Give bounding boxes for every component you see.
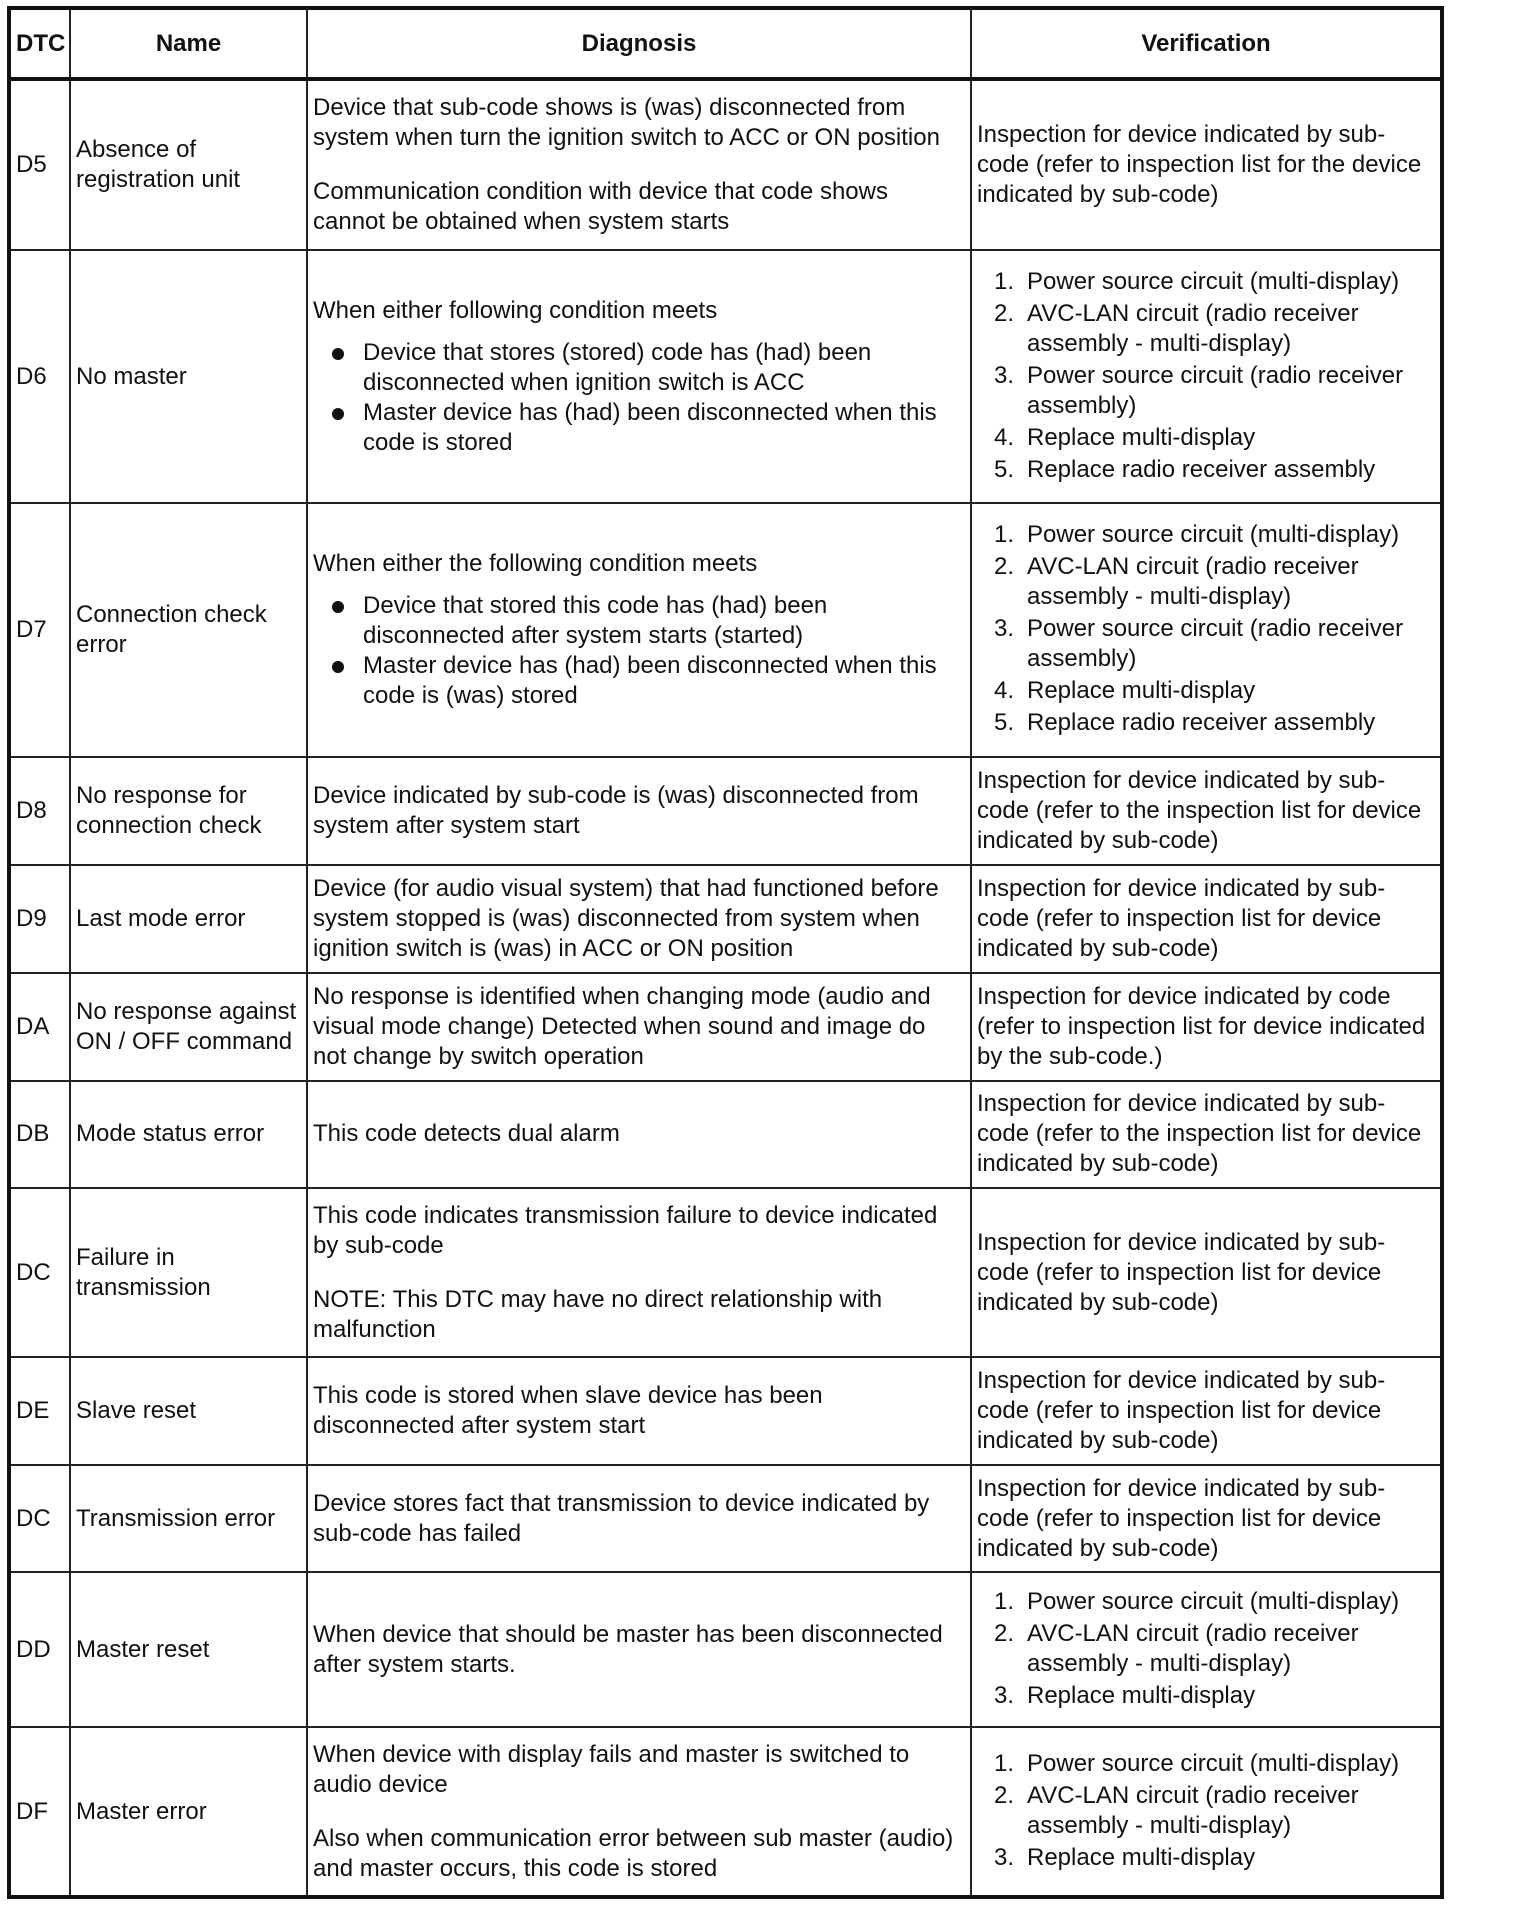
- verification-step: [977, 423, 1435, 453]
- dtc-code-cell: D6: [9, 250, 70, 504]
- verification-step-text: Replace multi-display: [1027, 423, 1256, 451]
- diagnosis-cell: [307, 1465, 971, 1573]
- verification-text: Inspection for device indicated by code (refer to inspection list for device indicated by the sub-code.): [977, 982, 1426, 1070]
- table-row: [9, 973, 1442, 1081]
- diagnosis-bullet-text: Device that stored this code has (had) been disconnected after system starts (started): [363, 592, 828, 650]
- verification-cell: [971, 1357, 1442, 1465]
- dtc-code-cell: D5: [9, 79, 70, 250]
- verification-cell: [971, 1188, 1442, 1356]
- dtc-code-cell: D9: [9, 865, 70, 973]
- verification-step-text: Power source circuit (multi-display): [1027, 1749, 1400, 1777]
- verification-step: [977, 1619, 1435, 1679]
- dtc-code-cell: DC: [9, 1188, 70, 1356]
- diagnosis-bullet-list: [313, 591, 965, 711]
- header-row: [9, 8, 1442, 79]
- diagnosis-paragraph: NOTE: This DTC may have no direct relationship with malfunction: [313, 1285, 883, 1343]
- verification-step-number: 5.: [994, 709, 1015, 737]
- verification-step-number: 2.: [994, 299, 1015, 327]
- diagnosis-cell: [307, 1188, 971, 1356]
- diagnosis-cell: [307, 250, 971, 504]
- verification-step: [977, 708, 1435, 738]
- verification-text: Inspection for device indicated by sub-code (refer to the inspection list for device indicated by sub-code): [977, 1090, 1422, 1178]
- diagnosis-paragraph: This code detects dual alarm: [313, 1120, 620, 1148]
- diagnosis-bullet-text: Master device has (had) been disconnected when this code is stored: [363, 398, 937, 456]
- table-row: [9, 503, 1442, 757]
- table-row: [9, 1572, 1442, 1727]
- dtc-name-cell: Slave reset: [70, 1357, 307, 1465]
- dtc-code-cell: DF: [9, 1727, 70, 1897]
- verification-step-text: AVC-LAN circuit (radio receiver assembly - multi-display): [1027, 553, 1359, 611]
- verification-step-number: 3.: [994, 1843, 1015, 1871]
- table-row: [9, 865, 1442, 973]
- verification-step-text: Replace radio receiver assembly: [1027, 709, 1376, 737]
- dtc-name-cell: Last mode error: [70, 865, 307, 973]
- verification-step-list: [977, 520, 1435, 738]
- bullet-dot-icon: [332, 601, 344, 613]
- verification-step-text: Power source circuit (radio receiver assembly): [1027, 615, 1404, 673]
- diagnosis-cell: [307, 973, 971, 1081]
- verification-step-text: AVC-LAN circuit (radio receiver assembly - multi-display): [1027, 1619, 1359, 1677]
- verification-step-text: Power source circuit (multi-display): [1027, 1587, 1400, 1615]
- diagnosis-bullet: [313, 338, 965, 398]
- verification-text: Inspection for device indicated by sub-code (refer to inspection list for device indicated by sub-code): [977, 1474, 1386, 1562]
- diagnosis-paragraph: This code indicates transmission failure to device indicated by sub-code: [313, 1201, 938, 1259]
- verification-step-text: AVC-LAN circuit (radio receiver assembly - multi-display): [1027, 299, 1359, 357]
- verification-step: [977, 361, 1435, 421]
- verification-step-text: Replace radio receiver assembly: [1027, 455, 1376, 483]
- verification-step-text: Replace multi-display: [1027, 1843, 1256, 1871]
- diagnosis-paragraph: When device with display fails and master is switched to audio device: [313, 1740, 910, 1798]
- verification-text: Inspection for device indicated by sub-code (refer to inspection list for device indicated by sub-code): [977, 874, 1386, 962]
- verification-step-text: Power source circuit (multi-display): [1027, 521, 1400, 549]
- diagnosis-paragraph: Device (for audio visual system) that had functioned before system stopped is (was) disconnected from system when ignition switch is (was) in ACC or ON position: [313, 874, 939, 962]
- verification-step: [977, 267, 1435, 297]
- verification-step-number: 1.: [994, 267, 1015, 295]
- table-row: [9, 757, 1442, 865]
- dtc-name-cell: Absence of registration unit: [70, 79, 307, 250]
- verification-step-number: 2.: [994, 1619, 1015, 1647]
- verification-step-number: 4.: [994, 423, 1015, 451]
- header-dtc: DTC: [9, 8, 70, 79]
- verification-step-number: 5.: [994, 455, 1015, 483]
- verification-step: [977, 552, 1435, 612]
- diagnosis-paragraph: Also when communication error between sub master (audio) and master occurs, this code is stored: [313, 1824, 954, 1882]
- diagnosis-bullet-text: Master device has (had) been disconnected when this code is (was) stored: [363, 652, 937, 710]
- header-name: Name: [70, 8, 307, 79]
- dtc-name-cell: No response for connection check: [70, 757, 307, 865]
- bullet-dot-icon: [332, 348, 344, 360]
- verification-cell: [971, 1081, 1442, 1189]
- verification-step-number: 3.: [994, 615, 1015, 643]
- verification-cell: [971, 503, 1442, 757]
- verification-step-number: 3.: [994, 1681, 1015, 1709]
- diagnosis-cell: [307, 79, 971, 250]
- table-row: [9, 1357, 1442, 1465]
- dtc-code-cell: D8: [9, 757, 70, 865]
- diagnosis-bullet-text: Device that stores (stored) code has (had) been disconnected when ignition switch is ACC: [363, 338, 872, 396]
- header-verification: Verification: [971, 8, 1442, 79]
- verification-step: [977, 1681, 1435, 1711]
- dtc-name-cell: No master: [70, 250, 307, 504]
- verification-cell: [971, 1465, 1442, 1573]
- table-row: [9, 1081, 1442, 1189]
- verification-step-text: Power source circuit (radio receiver assembly): [1027, 361, 1404, 419]
- verification-text: Inspection for device indicated by sub-code (refer to the inspection list for device indicated by sub-code): [977, 767, 1422, 855]
- diagnosis-paragraph: Device indicated by sub-code is (was) disconnected from system after system start: [313, 782, 919, 840]
- table-row: [9, 79, 1442, 250]
- verification-cell: [971, 757, 1442, 865]
- dtc-code-cell: DC: [9, 1465, 70, 1573]
- verification-step-number: 1.: [994, 1749, 1015, 1777]
- verification-step: [977, 1781, 1435, 1841]
- dtc-name-cell: Connection check error: [70, 503, 307, 757]
- diagnosis-intro: When either the following condition meets: [313, 550, 758, 578]
- bullet-dot-icon: [332, 408, 344, 420]
- verification-step-number: 2.: [994, 1781, 1015, 1809]
- verification-step-number: 1.: [994, 521, 1015, 549]
- verification-text: Inspection for device indicated by sub-code (refer to inspection list for device indicated by sub-code): [977, 1366, 1386, 1454]
- table-row: [9, 1188, 1442, 1356]
- diagnosis-paragraph: When device that should be master has been disconnected after system starts.: [313, 1620, 943, 1678]
- verification-cell: [971, 1727, 1442, 1897]
- diagnosis-intro: When either following condition meets: [313, 296, 718, 324]
- dtc-code-cell: DE: [9, 1357, 70, 1465]
- verification-text: Inspection for device indicated by sub-code (refer to inspection list for device indicated by sub-code): [977, 1228, 1386, 1316]
- dtc-code-cell: D7: [9, 503, 70, 757]
- verification-step-text: Replace multi-display: [1027, 1681, 1256, 1709]
- diagnosis-cell: [307, 757, 971, 865]
- verification-text: Inspection for device indicated by sub-code (refer to inspection list for the device indicated by sub-code): [977, 120, 1422, 208]
- verification-step-number: 2.: [994, 553, 1015, 581]
- verification-step: [977, 676, 1435, 706]
- verification-step-text: Replace multi-display: [1027, 677, 1256, 705]
- diagnosis-paragraph: Device stores fact that transmission to device indicated by sub-code has failed: [313, 1489, 930, 1547]
- verification-step-number: 1.: [994, 1587, 1015, 1615]
- diagnosis-paragraph: This code is stored when slave device has been disconnected after system start: [313, 1381, 823, 1439]
- verification-step-number: 4.: [994, 677, 1015, 705]
- verification-step-number: 3.: [994, 361, 1015, 389]
- header-diagnosis: Diagnosis: [307, 8, 971, 79]
- dtc-table: [7, 6, 1444, 1899]
- verification-cell: [971, 79, 1442, 250]
- dtc-code-cell: DB: [9, 1081, 70, 1189]
- dtc-name-cell: No response against ON / OFF command: [70, 973, 307, 1081]
- verification-step: [977, 1843, 1435, 1873]
- table-body: [9, 79, 1442, 1897]
- dtc-name-cell: Failure in transmission: [70, 1188, 307, 1356]
- verification-step-text: AVC-LAN circuit (radio receiver assembly - multi-display): [1027, 1781, 1359, 1839]
- verification-cell: [971, 865, 1442, 973]
- dtc-code-cell: DD: [9, 1572, 70, 1727]
- table-row: [9, 1727, 1442, 1897]
- dtc-name-cell: Mode status error: [70, 1081, 307, 1189]
- verification-step-list: [977, 1749, 1435, 1873]
- verification-step: [977, 455, 1435, 485]
- dtc-code-cell: DA: [9, 973, 70, 1081]
- diagnosis-bullet: [313, 398, 965, 458]
- verification-step-list: [977, 267, 1435, 485]
- verification-cell: [971, 973, 1442, 1081]
- diagnosis-cell: [307, 865, 971, 973]
- dtc-name-cell: Transmission error: [70, 1465, 307, 1573]
- verification-step: [977, 299, 1435, 359]
- table-row: [9, 250, 1442, 504]
- diagnosis-paragraph: No response is identified when changing mode (audio and visual mode change) Detected when sound and image do not change by switch operation: [313, 982, 931, 1070]
- diagnosis-bullet: [313, 651, 965, 711]
- verification-step-text: Power source circuit (multi-display): [1027, 267, 1400, 295]
- dtc-name-cell: Master error: [70, 1727, 307, 1897]
- verification-cell: [971, 250, 1442, 504]
- diagnosis-cell: [307, 1727, 971, 1897]
- dtc-name-cell: Master reset: [70, 1572, 307, 1727]
- verification-step-list: [977, 1587, 1435, 1711]
- verification-step: [977, 614, 1435, 674]
- verification-step: [977, 520, 1435, 550]
- diagnosis-cell: [307, 1081, 971, 1189]
- table-row: [9, 1465, 1442, 1573]
- verification-cell: [971, 1572, 1442, 1727]
- diagnosis-bullet-list: [313, 338, 965, 458]
- diagnosis-paragraph: Device that sub-code shows is (was) disconnected from system when turn the ignition switch to ACC or ON position: [313, 93, 940, 151]
- bullet-dot-icon: [332, 661, 344, 673]
- diagnosis-paragraph: Communication condition with device that code shows cannot be obtained when system starts: [313, 177, 888, 235]
- verification-step: [977, 1749, 1435, 1779]
- diagnosis-cell: [307, 503, 971, 757]
- verification-step: [977, 1587, 1435, 1617]
- diagnosis-cell: [307, 1357, 971, 1465]
- diagnosis-bullet: [313, 591, 965, 651]
- diagnosis-cell: [307, 1572, 971, 1727]
